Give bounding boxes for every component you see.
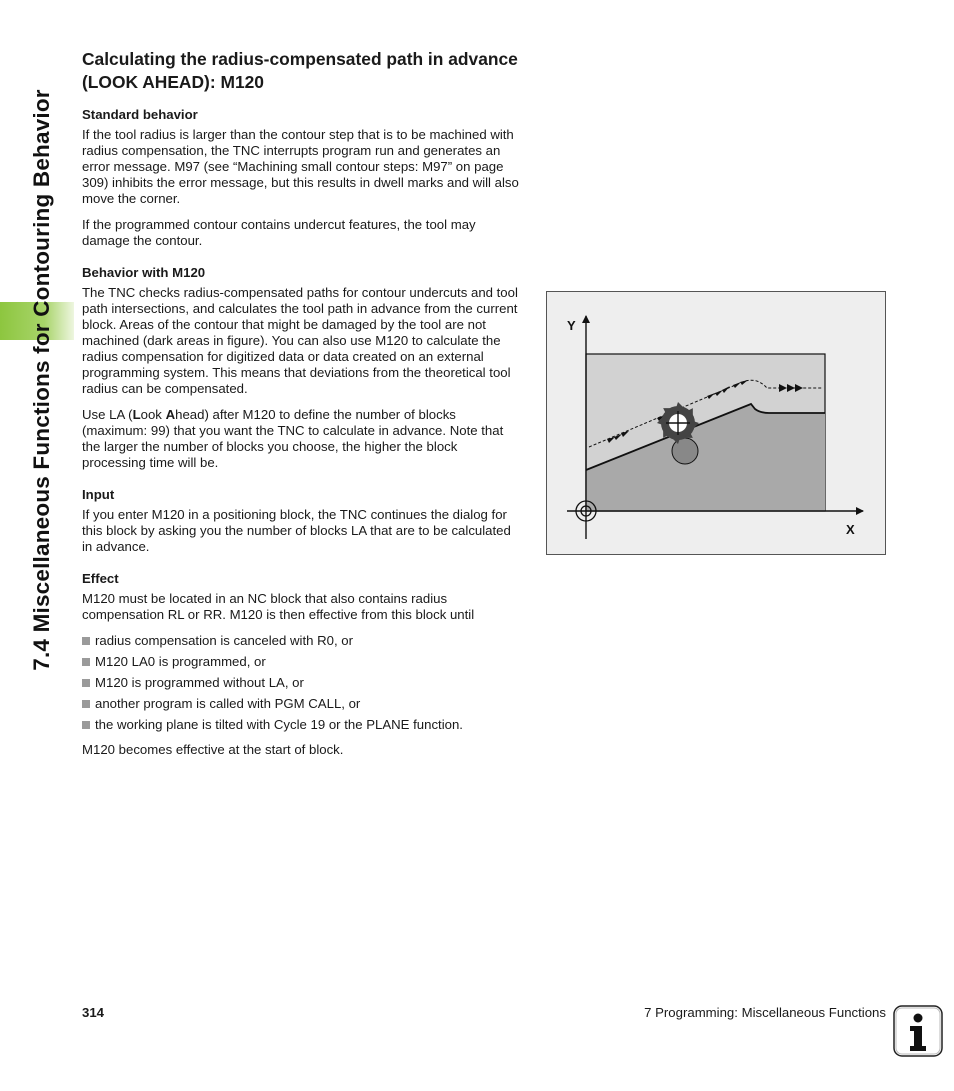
main-content <box>82 48 524 768</box>
list-item-text: radius compensation is canceled with R0, or <box>95 633 354 648</box>
effect-conditions-list <box>82 633 524 733</box>
effect-paragraph-1: M120 must be located in an NC block that also contains radius compensation RL or RR. M120 is then effective from this block until <box>82 591 475 622</box>
standard-behavior-heading: Standard behavior <box>82 107 198 122</box>
m120-behavior-paragraph-2 <box>82 407 524 471</box>
text-fragment-bold: A <box>165 407 176 422</box>
m120-behavior-paragraph-1: The TNC checks radius-compensated paths for contour undercuts and tool path intersections, and calculates the tool path in advance from the current block. Areas of the contour that might be damaged by the tool are not machined (dark areas in figure). You can also use M120 to calculate the radius compensation for digitized data or data created on an external programming system. This means that deviations from the theoretical tool radius can be compensated. <box>82 285 518 396</box>
list-item-text: another program is called with PGM CALL, or <box>95 696 361 711</box>
list-item-text: M120 is programmed without LA, or <box>95 675 304 690</box>
text-fragment: ook <box>140 407 166 422</box>
standard-behavior-paragraph-2: If the programmed contour contains undercut features, the tool may damage the contour. <box>82 217 476 248</box>
effect-paragraph-2: M120 becomes effective at the start of block. <box>82 742 344 757</box>
square-bullet-icon <box>82 721 90 729</box>
text-fragment: Use LA ( <box>82 407 133 422</box>
look-ahead-diagram <box>547 292 885 554</box>
square-bullet-icon <box>82 658 90 666</box>
list-item-text: the working plane is tilted with Cycle 19 or the PLANE function. <box>95 717 463 732</box>
m120-behavior-heading: Behavior with M120 <box>82 265 206 280</box>
list-item <box>82 717 524 733</box>
list-item <box>82 633 524 649</box>
x-axis-label: X <box>846 522 855 537</box>
list-item <box>82 654 524 670</box>
page-title: Calculating the radius-compensated path in advance (LOOK AHEAD): M120 <box>82 49 518 92</box>
list-item-text: M120 LA0 is programmed, or <box>95 654 266 669</box>
y-axis-label: Y <box>567 318 576 333</box>
input-heading: Input <box>82 487 115 502</box>
effect-heading: Effect <box>82 571 119 586</box>
square-bullet-icon <box>82 679 90 687</box>
text-fragment-bold: L <box>132 407 141 422</box>
info-icon <box>893 1005 943 1057</box>
milling-tool-icon <box>657 402 699 444</box>
look-ahead-figure <box>546 291 886 555</box>
square-bullet-icon <box>82 700 90 708</box>
input-paragraph: If you enter M120 in a positioning block, the TNC continues the dialog for this block by asking you the number of blocks LA that are to be calculated in advance. <box>82 507 511 554</box>
chapter-title: 7 Programming: Miscellaneous Functions <box>644 1005 886 1020</box>
standard-behavior-paragraph-1: If the tool radius is larger than the contour step that is to be machined with radius compensation, the TNC interrupts program run and generates an error message. M97 (see “Machining small contour steps: M97” on page 309) inhibits the error message, but this results in dwell marks and will also move the corner. <box>82 127 519 206</box>
page-number: 314 <box>82 1005 105 1020</box>
square-bullet-icon <box>82 637 90 645</box>
section-side-title-text: 7.4 Miscellaneous Functions for Contouring Behavior <box>29 89 54 671</box>
list-item <box>82 675 524 691</box>
list-item <box>82 696 524 712</box>
section-side-title <box>20 0 64 700</box>
text-fragment: head) after M120 to define the number of blocks (maximum: 99) that you want the TNC to calculate in advance. Note that the larger the number of blocks you choose, the higher the block processing time will be. <box>82 407 504 470</box>
